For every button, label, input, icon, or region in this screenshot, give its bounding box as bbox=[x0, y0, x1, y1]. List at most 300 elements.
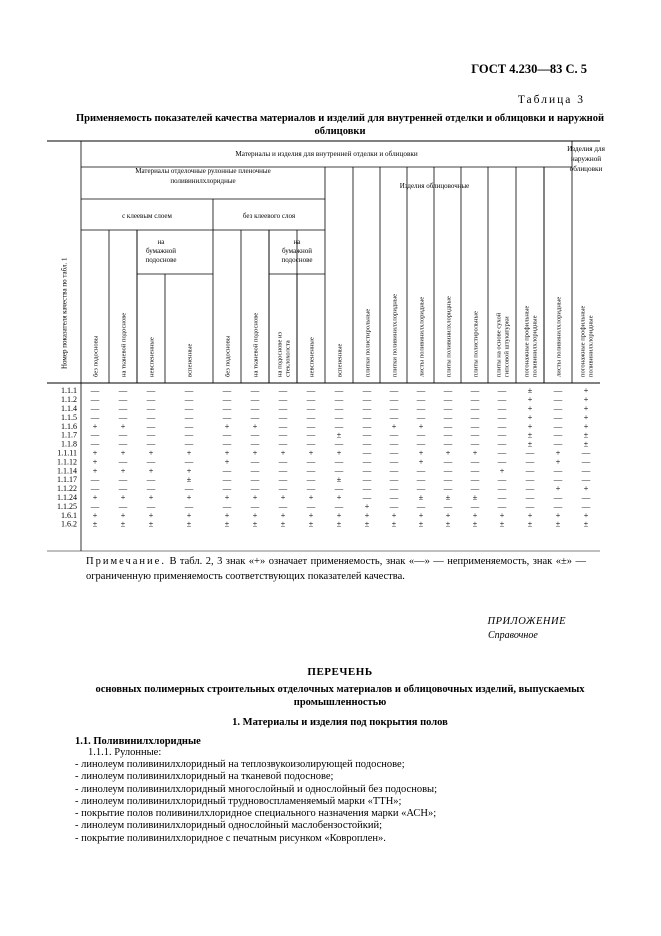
appendix-subtitle: Справочное bbox=[488, 630, 538, 641]
table-cell: — bbox=[553, 411, 563, 422]
table-cell: — bbox=[184, 438, 194, 449]
table-cell: — bbox=[278, 394, 288, 405]
table-cell: + bbox=[555, 509, 561, 520]
table-cell: + bbox=[445, 509, 451, 520]
table-cell: + bbox=[252, 509, 258, 520]
row-id: 1.1.4 bbox=[61, 404, 77, 413]
table-cell: ± bbox=[445, 492, 451, 502]
subsubsection-heading: 1.1.1. Рулонные: bbox=[88, 747, 162, 758]
table-cell: — bbox=[334, 438, 344, 449]
column-label-text: на тканевой подоснове bbox=[252, 312, 260, 377]
table-cell: — bbox=[90, 385, 100, 396]
table-cell: + bbox=[364, 509, 370, 520]
table-cell: — bbox=[278, 420, 288, 431]
table-cell: ± bbox=[418, 492, 424, 502]
table-cell: — bbox=[278, 403, 288, 413]
table-cell: — bbox=[553, 465, 563, 476]
group-exterior-label: Изделия для наружной облицовки bbox=[567, 145, 605, 173]
table-cell: ± bbox=[336, 518, 342, 529]
table-cell: — bbox=[184, 411, 194, 422]
table-cell: — bbox=[362, 456, 372, 467]
table-cell: — bbox=[334, 420, 344, 431]
table-cell: — bbox=[389, 403, 399, 413]
table-cell: ± bbox=[555, 518, 561, 529]
table-cell: — bbox=[416, 411, 426, 422]
table-cell: ± bbox=[527, 385, 533, 396]
table-cell: — bbox=[278, 500, 288, 511]
table-cell: + bbox=[583, 403, 589, 413]
table-caption: Таблица 3 bbox=[517, 94, 585, 106]
table-cell: — bbox=[90, 483, 100, 494]
row-id: 1.1.22 bbox=[57, 484, 77, 494]
table-cell: + bbox=[308, 509, 314, 520]
table-cell: + bbox=[252, 447, 258, 458]
table-cell: — bbox=[146, 420, 156, 431]
table-cell: — bbox=[470, 385, 480, 396]
table-cell: — bbox=[470, 438, 480, 449]
table-cell: — bbox=[416, 500, 426, 511]
table-cell: + bbox=[308, 447, 314, 458]
table-cell: ± bbox=[499, 518, 505, 529]
appendix-title: ПРИЛОЖЕНИЕ bbox=[487, 616, 566, 627]
group-paper-base-label: на бумажной подоснове bbox=[281, 238, 313, 264]
table-cell: — bbox=[389, 438, 399, 449]
table-cell: + bbox=[120, 420, 126, 431]
table-cell: — bbox=[443, 394, 453, 405]
table-cell: — bbox=[250, 394, 260, 405]
table-cell: + bbox=[252, 420, 258, 431]
column-label-text: без подосновы bbox=[224, 335, 232, 377]
table-cell: — bbox=[250, 403, 260, 413]
column-label-text: плиты поливинилхлоридные bbox=[445, 296, 453, 377]
table-cell: — bbox=[443, 465, 453, 476]
table-cell: + bbox=[92, 447, 98, 458]
table-cell: — bbox=[250, 438, 260, 449]
row-id: 1.1.12 bbox=[57, 457, 77, 467]
table-cell: + bbox=[499, 465, 505, 476]
table-cell: + bbox=[472, 447, 478, 458]
table-cell: — bbox=[146, 474, 156, 485]
table-cell: — bbox=[416, 429, 426, 440]
table-cell: — bbox=[146, 411, 156, 422]
table-cell: + bbox=[148, 465, 154, 476]
table-cell: — bbox=[497, 456, 507, 467]
table-cell: + bbox=[391, 420, 397, 431]
column-label-text: невспененные bbox=[308, 337, 316, 377]
table-cell: ± bbox=[148, 518, 154, 529]
table-cell: — bbox=[443, 420, 453, 431]
column-label bbox=[308, 337, 315, 377]
table-cell: — bbox=[278, 411, 288, 422]
table-cell: — bbox=[362, 483, 372, 494]
table-cell: — bbox=[389, 500, 399, 511]
table-cell: ± bbox=[280, 518, 286, 529]
table-cell: — bbox=[389, 394, 399, 405]
section-heading: 1. Материалы и изделия под покрытия полов bbox=[232, 717, 448, 728]
table-cell: — bbox=[306, 465, 316, 476]
table-cell: — bbox=[443, 385, 453, 396]
table-cell: + bbox=[583, 483, 589, 494]
table-cell: — bbox=[470, 420, 480, 431]
table-cell: — bbox=[497, 411, 507, 422]
table-cell: + bbox=[418, 509, 424, 520]
column-label bbox=[148, 337, 155, 377]
table-cell: — bbox=[146, 403, 156, 413]
table-cell: + bbox=[224, 509, 230, 520]
row-id: 1.1.17 bbox=[57, 475, 77, 485]
table-cell: + bbox=[527, 509, 533, 520]
table-cell: — bbox=[497, 500, 507, 511]
table-cell: — bbox=[278, 429, 288, 440]
column-label bbox=[336, 344, 343, 377]
column-label bbox=[555, 297, 562, 377]
table-cell: — bbox=[389, 465, 399, 476]
table-cell: — bbox=[278, 456, 288, 467]
table-cell: — bbox=[334, 456, 344, 467]
table-cell: + bbox=[527, 420, 533, 431]
table-cell: — bbox=[416, 465, 426, 476]
table-cell: + bbox=[186, 465, 192, 476]
table-cell: + bbox=[92, 492, 98, 502]
table-cell: + bbox=[308, 492, 314, 502]
table-cell: — bbox=[146, 483, 156, 494]
table-cell: — bbox=[443, 456, 453, 467]
table-cell: — bbox=[184, 385, 194, 396]
table-cell: ± bbox=[583, 429, 589, 440]
table-cell: — bbox=[497, 403, 507, 413]
table-cell: + bbox=[120, 447, 126, 458]
table-cell: — bbox=[222, 438, 232, 449]
table-cell: — bbox=[222, 483, 232, 494]
column-label bbox=[364, 309, 371, 377]
table-cell: + bbox=[148, 447, 154, 458]
table-cell: + bbox=[224, 456, 230, 467]
table-cell: + bbox=[391, 509, 397, 520]
column-label-text: вспененные bbox=[336, 343, 344, 377]
table-cell: — bbox=[278, 438, 288, 449]
table-cell: — bbox=[146, 456, 156, 467]
table-cell: + bbox=[252, 492, 258, 502]
group-cladding-label: Изделия облицовочные bbox=[399, 182, 470, 190]
table-cell: — bbox=[443, 438, 453, 449]
table-cell: — bbox=[250, 429, 260, 440]
table-cell: — bbox=[306, 456, 316, 467]
column-label bbox=[120, 313, 127, 377]
table-cell: — bbox=[525, 465, 535, 476]
table-cell: — bbox=[389, 483, 399, 494]
table-cell: — bbox=[118, 411, 128, 422]
row-id: 1.1.6 bbox=[61, 421, 77, 431]
table-cell: — bbox=[334, 483, 344, 494]
table-cell: + bbox=[92, 465, 98, 476]
table-cell: + bbox=[148, 492, 154, 502]
table-cell: + bbox=[527, 403, 533, 413]
table-note bbox=[86, 554, 586, 584]
table-cell: — bbox=[470, 403, 480, 413]
group-with-glue-label: с клеевым слоем bbox=[122, 212, 172, 220]
table-cell: — bbox=[581, 447, 591, 458]
table-cell: — bbox=[184, 403, 194, 413]
table-cell: — bbox=[90, 403, 100, 413]
table-cell: + bbox=[418, 456, 424, 467]
table-cell: — bbox=[581, 500, 591, 511]
table-cell: + bbox=[120, 492, 126, 502]
table-cell: ± bbox=[308, 518, 314, 529]
table-cell: — bbox=[250, 483, 260, 494]
table-cell: + bbox=[499, 509, 505, 520]
table-cell: — bbox=[389, 429, 399, 440]
table-cell: — bbox=[470, 483, 480, 494]
table-cell: — bbox=[416, 483, 426, 494]
table-cell: ± bbox=[527, 429, 533, 440]
table-cell: — bbox=[334, 403, 344, 413]
table-cell: — bbox=[470, 394, 480, 405]
table-cell: — bbox=[416, 385, 426, 396]
table-cell: + bbox=[92, 456, 98, 467]
table-cell: — bbox=[118, 438, 128, 449]
list-subtitle: основных полимерных строительных отделочных материалов и облицовочных изделий, выпускаемых промышленностью bbox=[95, 684, 585, 708]
table-cell: + bbox=[555, 483, 561, 494]
column-label-text: без подосновы bbox=[92, 335, 100, 377]
table-cell: — bbox=[146, 429, 156, 440]
applicability-table bbox=[47, 141, 605, 556]
row-id: 1.6.1 bbox=[61, 510, 77, 520]
column-label-text: на тканевой подоснове bbox=[120, 312, 128, 377]
table-cell: — bbox=[470, 411, 480, 422]
table-cell: — bbox=[497, 438, 507, 449]
table-cell: — bbox=[118, 500, 128, 511]
table-cell: ± bbox=[418, 518, 424, 529]
column-label-text: погонажные профильныеполивинилхлоридные bbox=[523, 305, 539, 377]
column-label-text: плитки полистирольные bbox=[364, 308, 372, 377]
table-cell: — bbox=[118, 456, 128, 467]
table-cell: ± bbox=[252, 518, 258, 529]
table-cell: — bbox=[90, 429, 100, 440]
column-label bbox=[472, 311, 479, 377]
table-cell: — bbox=[525, 500, 535, 511]
list-item: - линолеум поливинилхлоридный на теплозвукоизолирующей подоснове; bbox=[75, 759, 405, 770]
table-cell: — bbox=[389, 474, 399, 485]
table-cell: — bbox=[525, 492, 535, 502]
table-cell: — bbox=[497, 492, 507, 502]
materials-list bbox=[75, 759, 595, 845]
table-cell: ± bbox=[527, 438, 533, 449]
table-cell: — bbox=[362, 474, 372, 485]
table-cell: — bbox=[497, 447, 507, 458]
table-cell: — bbox=[334, 385, 344, 396]
table-cell: + bbox=[186, 447, 192, 458]
table-cell: — bbox=[90, 474, 100, 485]
row-header-label bbox=[60, 257, 68, 369]
table-cell: — bbox=[250, 456, 260, 467]
table-cell: — bbox=[581, 474, 591, 485]
table-cell: — bbox=[443, 474, 453, 485]
table-cell: ± bbox=[120, 518, 126, 529]
table-cell: — bbox=[146, 500, 156, 511]
table-cell: — bbox=[306, 385, 316, 396]
table-cell: — bbox=[443, 500, 453, 511]
table-cell: — bbox=[250, 500, 260, 511]
table-cell: — bbox=[389, 385, 399, 396]
table-cell: ± bbox=[445, 518, 451, 529]
table-cell: — bbox=[306, 483, 316, 494]
table-cell: + bbox=[224, 420, 230, 431]
table-cell: — bbox=[553, 385, 563, 396]
group-pvc-rolls-label: Материалы отделочные рулонные пленочные поливинилхлоридные bbox=[135, 167, 271, 185]
table-cell: + bbox=[583, 420, 589, 431]
table-cell: — bbox=[306, 403, 316, 413]
table-cell: + bbox=[472, 509, 478, 520]
table-cell: — bbox=[334, 394, 344, 405]
table-cell: + bbox=[280, 447, 286, 458]
column-label bbox=[445, 296, 452, 377]
table-cell: — bbox=[553, 500, 563, 511]
group-without-glue-label: без клеевого слоя bbox=[242, 212, 296, 220]
table-cell: — bbox=[184, 500, 194, 511]
table-cell: — bbox=[362, 420, 372, 431]
table-cell: ± bbox=[583, 518, 589, 529]
table-cell: + bbox=[527, 394, 533, 405]
table-cell: — bbox=[497, 429, 507, 440]
table-cell: — bbox=[278, 385, 288, 396]
column-label bbox=[418, 297, 425, 377]
table-cell: + bbox=[364, 500, 370, 511]
table-cell: — bbox=[553, 474, 563, 485]
table-cell: — bbox=[250, 465, 260, 476]
row-id: 1.1.8 bbox=[61, 439, 77, 449]
row-id: 1.1.25 bbox=[57, 501, 77, 511]
table-cell: ± bbox=[336, 429, 342, 440]
column-label-text: вспененные bbox=[186, 343, 194, 377]
table-cell: — bbox=[443, 411, 453, 422]
column-label-text: Номер показателя качества по табл. 1 bbox=[60, 257, 69, 369]
table-cell: — bbox=[222, 403, 232, 413]
table-cell: — bbox=[146, 394, 156, 405]
table-cell: — bbox=[90, 394, 100, 405]
table-cell: — bbox=[553, 492, 563, 502]
table-cell: — bbox=[250, 411, 260, 422]
table-cell: — bbox=[306, 474, 316, 485]
table-grid bbox=[47, 141, 605, 551]
table-cell: — bbox=[306, 411, 316, 422]
table-cell: — bbox=[222, 429, 232, 440]
column-label-text: погонажные профильныеполивинилхлоридные bbox=[579, 305, 595, 377]
table-cell: — bbox=[222, 385, 232, 396]
column-label-text: невспененные bbox=[148, 337, 156, 377]
table-cell: — bbox=[250, 474, 260, 485]
column-label bbox=[92, 335, 99, 377]
table-cell: — bbox=[278, 483, 288, 494]
table-cell: + bbox=[445, 447, 451, 458]
document-code: ГОСТ 4.230—83 С. 5 bbox=[471, 62, 587, 76]
column-label-text: плиты на основе сухойгипсовой штукатурки bbox=[495, 312, 511, 377]
table-cell: + bbox=[92, 509, 98, 520]
table-cell: + bbox=[224, 492, 230, 502]
table-cell: — bbox=[581, 492, 591, 502]
table-cell: + bbox=[148, 509, 154, 520]
table-cell: — bbox=[581, 456, 591, 467]
table-cell: + bbox=[583, 509, 589, 520]
table-cell: ± bbox=[336, 474, 342, 485]
table-cell: — bbox=[389, 411, 399, 422]
table-cell: — bbox=[118, 429, 128, 440]
table-cell: — bbox=[362, 438, 372, 449]
table-cell: — bbox=[118, 394, 128, 405]
table-cell: — bbox=[362, 403, 372, 413]
table-cell: + bbox=[583, 394, 589, 405]
row-id: 1.6.2 bbox=[61, 519, 77, 529]
table-cell: — bbox=[362, 411, 372, 422]
table-cell: + bbox=[583, 385, 589, 396]
table-cell: — bbox=[306, 429, 316, 440]
column-label-text: плитки поливинилхлоридные bbox=[391, 293, 399, 377]
note-label: Примечание. bbox=[86, 556, 166, 567]
table-cell: ± bbox=[391, 518, 397, 529]
table-cell: ± bbox=[472, 518, 478, 529]
table-cell: — bbox=[443, 483, 453, 494]
list-item: - линолеум поливинилхлоридный на тканевой подоснове; bbox=[75, 771, 334, 783]
table-cell: — bbox=[443, 403, 453, 413]
table-cell: — bbox=[525, 456, 535, 467]
column-label bbox=[186, 344, 193, 377]
table-cell: — bbox=[184, 420, 194, 431]
table-cell: + bbox=[280, 509, 286, 520]
table-cell: + bbox=[186, 492, 192, 502]
table-cell: — bbox=[470, 456, 480, 467]
row-id: 1.1.2 bbox=[61, 395, 77, 405]
table-cell: — bbox=[222, 474, 232, 485]
table-cell: — bbox=[362, 447, 372, 458]
table-cell: — bbox=[362, 429, 372, 440]
row-id: 1.1.5 bbox=[61, 412, 77, 422]
table-cell: — bbox=[278, 465, 288, 476]
list-item: - линолеум поливинилхлоридный многослойный и однослойный без подосновы; bbox=[75, 783, 437, 795]
table-cell: — bbox=[362, 394, 372, 405]
table-cell: — bbox=[306, 394, 316, 405]
table-cell: — bbox=[118, 474, 128, 485]
row-id: 1.1.14 bbox=[57, 466, 77, 476]
column-label-text: на подоснове изстеклохолста bbox=[276, 331, 292, 377]
column-label bbox=[495, 312, 510, 377]
column-label bbox=[579, 306, 594, 377]
table-cell: — bbox=[146, 385, 156, 396]
table-cell: — bbox=[362, 385, 372, 396]
table-cell: ± bbox=[92, 518, 98, 529]
table-cell: — bbox=[497, 394, 507, 405]
table-cell: — bbox=[389, 447, 399, 458]
table-cell: — bbox=[497, 420, 507, 431]
table-cell: + bbox=[527, 411, 533, 422]
table-cell: — bbox=[497, 385, 507, 396]
table-cell: — bbox=[389, 492, 399, 502]
table-cell: + bbox=[336, 492, 342, 502]
column-label-text: плиты полистирольные bbox=[472, 311, 480, 377]
table-cell: — bbox=[416, 438, 426, 449]
column-label bbox=[523, 306, 538, 377]
column-label bbox=[391, 294, 398, 377]
table-cell: + bbox=[280, 492, 286, 502]
table-cell: — bbox=[497, 474, 507, 485]
table-title: Применяемость показателей качества материалов и изделий для внутренней отделки и облицовки и наружной облицовки bbox=[75, 113, 605, 137]
row-id: 1.1.11 bbox=[57, 448, 77, 458]
table-cell: — bbox=[222, 394, 232, 405]
column-label bbox=[252, 313, 259, 377]
subsection-heading: 1.1. Поливинилхлоридные bbox=[75, 736, 201, 747]
table-cell: — bbox=[470, 429, 480, 440]
table-cell: — bbox=[416, 474, 426, 485]
table-cell: + bbox=[555, 456, 561, 467]
table-cell: — bbox=[581, 465, 591, 476]
